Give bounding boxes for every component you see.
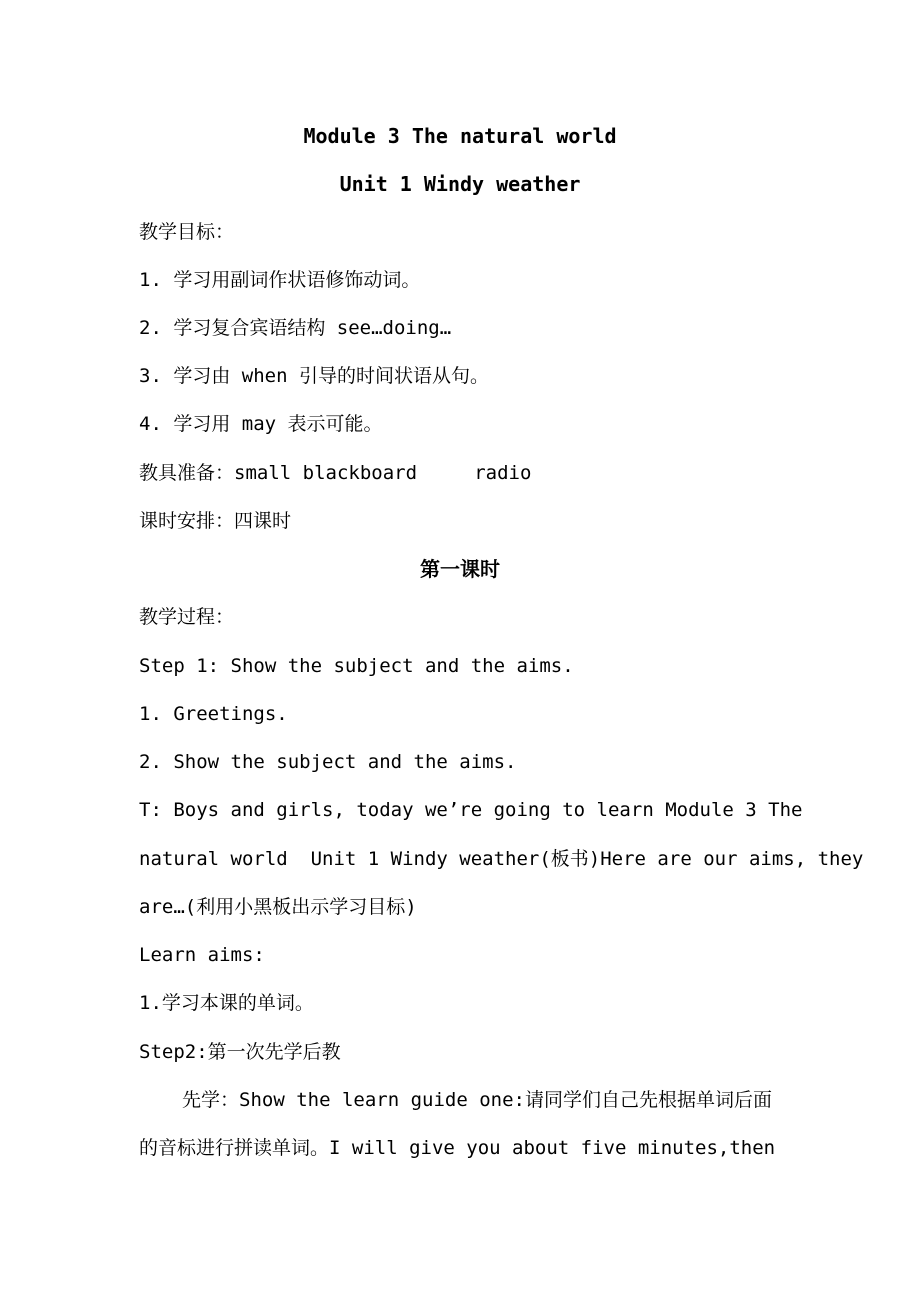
unit-title: Unit 1 Windy weather bbox=[339, 172, 581, 196]
guide-line: 的音标进行拼读单词。I will give you about five minutes,then bbox=[139, 1137, 776, 1159]
teacher-line: are…(利用小黑板出示学习目标) bbox=[139, 896, 417, 918]
step1-item: 2. Show the subject and the aims. bbox=[139, 751, 517, 773]
step1-heading: Step 1: Show the subject and the aims. bbox=[139, 655, 574, 677]
teacher-line: natural world Unit 1 Windy weather(板书)Here are our aims, they bbox=[139, 848, 864, 870]
lesson-title: 第一课时 bbox=[420, 557, 500, 581]
objective-item: 1. 学习用副词作状语修饰动词。 bbox=[139, 269, 421, 291]
step1-item: 1. Greetings. bbox=[139, 703, 288, 725]
objective-item: 4. 学习用 may 表示可能。 bbox=[139, 413, 383, 435]
learn-aims-item: 1.学习本课的单词。 bbox=[139, 992, 314, 1014]
learn-aims-heading: Learn aims: bbox=[139, 944, 265, 966]
step2-heading: Step2:第一次先学后教 bbox=[139, 1041, 341, 1063]
objective-item: 2. 学习复合宾语结构 see…doing… bbox=[139, 317, 452, 339]
objectives-heading: 教学目标： bbox=[139, 221, 235, 243]
process-heading: 教学过程： bbox=[139, 606, 235, 628]
module-title: Module 3 The natural world bbox=[303, 124, 617, 148]
teacher-line: T: Boys and girls, today we’re going to learn Module 3 The bbox=[139, 799, 803, 821]
materials-line: 教具准备：small blackboard radio bbox=[139, 462, 532, 484]
schedule-line: 课时安排：四课时 bbox=[139, 510, 292, 532]
guide-line: 先学：Show the learn guide one:请同学们自己先根据单词后面 bbox=[182, 1089, 772, 1111]
objective-item: 3. 学习由 when 引导的时间状语从句。 bbox=[139, 365, 489, 387]
